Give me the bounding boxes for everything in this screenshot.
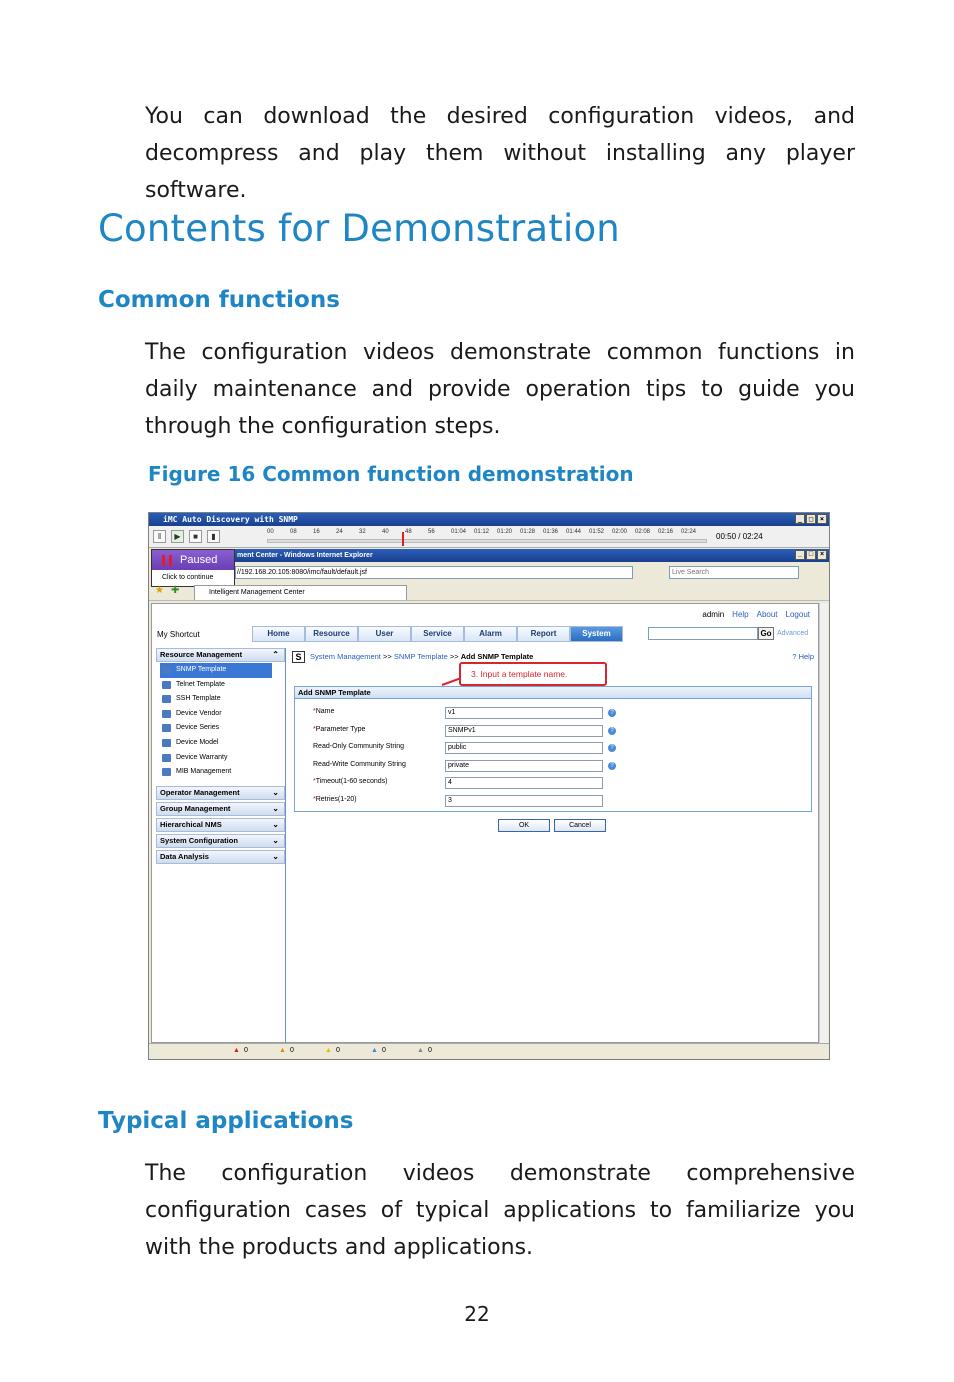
chevron-down-icon: ⌄ [272, 803, 279, 813]
field-label [313, 708, 334, 715]
field-name[interactable]: v1 [445, 707, 603, 719]
system-icon: S [292, 651, 305, 663]
nav-section-label: Resource Management [160, 650, 243, 659]
help-icon[interactable]: ? [608, 744, 616, 752]
step-icon[interactable]: ▮ [207, 530, 220, 543]
pause-icon [162, 555, 172, 566]
callout-annotation: 3. Input a template name. [459, 662, 607, 686]
timeline-tick: 00 [267, 529, 274, 535]
template-icon [162, 710, 171, 718]
timeline-tick: 48 [405, 529, 412, 535]
timeline-tick: 01:52 [589, 529, 605, 535]
nav-item-device-warranty[interactable] [160, 751, 285, 766]
stop-icon[interactable]: ■ [189, 530, 202, 543]
template-icon [162, 666, 171, 674]
field-read-write-community-string[interactable]: private [445, 760, 603, 772]
template-icon [162, 739, 171, 747]
time-readout: 00:50 / 02:24 [716, 532, 763, 541]
help-link[interactable] [792, 650, 814, 664]
page-number: 22 [464, 1302, 490, 1326]
section-title: Contents for Demonstration [98, 207, 620, 250]
timeline-tick: 01:44 [566, 529, 582, 535]
nav-item-ssh-template[interactable] [160, 692, 285, 707]
timeline-tick: 02:00 [612, 529, 628, 535]
timeline-tick: 02:16 [658, 529, 674, 535]
pause-icon[interactable]: ‖ [153, 530, 166, 543]
player-window-controls [795, 514, 827, 524]
help-label: Help [798, 652, 814, 661]
nav-group-label: Group Management [160, 803, 231, 813]
nav-item-label: MIB Management [176, 768, 232, 776]
logout-link[interactable]: Logout [785, 610, 810, 619]
help-icon: ? [792, 652, 797, 661]
breadcrumb-separator: >> [382, 652, 392, 661]
main-menu [252, 626, 623, 642]
favorites-bar [149, 583, 829, 601]
subsection-title-common-functions: Common functions [98, 287, 340, 313]
paused-hint: Click to continue [162, 574, 214, 581]
menu-home[interactable]: Home [252, 626, 305, 642]
menu-system[interactable]: System [570, 626, 623, 642]
field-label-text: Retries(1-20) [315, 795, 357, 803]
nav-item-label: Telnet Template [176, 680, 225, 688]
timeline-tick: 02:08 [635, 529, 651, 535]
chevron-down-icon: ⌄ [272, 835, 279, 845]
nav-group-label: Data Analysis [160, 851, 209, 861]
alarm-count-value: 0 [427, 1047, 432, 1054]
address-bar [235, 564, 829, 581]
about-link[interactable]: About [756, 610, 778, 619]
field-label [313, 761, 406, 768]
timeline-tick: 56 [428, 529, 435, 535]
player-title: iMC Auto Discovery with SNMP [163, 515, 298, 524]
field-label-text: Parameter Type [315, 725, 366, 733]
help-icon[interactable]: ? [608, 762, 616, 770]
alarm-count-value: 0 [335, 1047, 340, 1054]
alarm-count [233, 1047, 248, 1054]
menu-alarm[interactable]: Alarm [464, 626, 517, 642]
nav-groups [156, 786, 285, 864]
ie-titlebar [235, 549, 829, 562]
timeline-tick: 24 [336, 529, 343, 535]
nav-group-label: Operator Management [160, 787, 240, 797]
nav-item-snmp-template[interactable] [160, 663, 272, 678]
alarm-count [325, 1047, 340, 1054]
required-marker: * [313, 708, 316, 715]
minimize-icon[interactable]: _ [795, 550, 805, 560]
nav-item-label: Device Model [176, 738, 219, 746]
nav-item-list [156, 662, 285, 784]
ie-window-controls [795, 550, 827, 560]
my-shortcut[interactable]: My Shortcut [157, 630, 200, 639]
figure-caption: Figure 16 Common function demonstration [148, 462, 634, 486]
help-icon[interactable]: ? [608, 709, 616, 717]
alarm-icon: ▲ [417, 1047, 424, 1054]
template-icon [162, 681, 171, 689]
template-icon [162, 768, 171, 776]
alarm-count [371, 1047, 386, 1054]
required-marker: * [313, 725, 316, 733]
timeline-tick: 01:36 [543, 529, 559, 535]
subsection-title-typical-applications: Typical applications [98, 1108, 354, 1134]
nav-group-label: System Configuration [160, 835, 238, 845]
timeline-tick: 01:28 [520, 529, 536, 535]
field-label [313, 743, 404, 750]
alarm-count-value: 0 [289, 1047, 294, 1054]
breadcrumb-snmp-template[interactable]: SNMP Template [393, 652, 448, 661]
advanced-search-link[interactable]: Advanced [777, 630, 809, 637]
field-label-text: Read-Only Community String [313, 743, 405, 750]
menu-report[interactable]: Report [517, 626, 570, 642]
nav-item-telnet-template[interactable] [160, 678, 285, 693]
timeline-tick: 01:20 [497, 529, 513, 535]
template-icon [162, 695, 171, 703]
timeline-tick: 01:04 [451, 529, 467, 535]
template-icon [162, 754, 171, 762]
field-parameter-type[interactable]: SNMPv1 [445, 725, 603, 737]
timeline-tick: 32 [359, 529, 366, 535]
imc-page [151, 603, 819, 1043]
maximize-icon[interactable]: □ [806, 550, 816, 560]
nav-group-operator-management[interactable] [156, 786, 285, 800]
nav-item-label: SNMP Template [176, 666, 227, 673]
nav-group-group-management[interactable] [156, 802, 285, 816]
address-field[interactable]: //192.168.20.105:8080/imc/fault/default.jsf [235, 566, 633, 579]
close-icon[interactable]: × [817, 550, 827, 560]
common-functions-paragraph: The configuration videos demonstrate common functions in daily maintenance and provide operation tips to guide you through the configuration steps. [145, 340, 855, 439]
demo-screenshot [148, 512, 830, 1060]
required-marker: * [313, 795, 316, 803]
field-read-only-community-string[interactable]: public [445, 742, 603, 754]
typical-applications-paragraph: The configuration videos demonstrate comprehensive configuration cases of typical applications to familiarize you with the products and applications. [145, 1161, 855, 1260]
top-links [702, 610, 810, 619]
form-title: Add SNMP Template [295, 687, 811, 699]
timeline-track[interactable] [267, 539, 707, 543]
ok-button[interactable]: OK [498, 819, 550, 832]
play-icon[interactable]: ▶ [171, 530, 184, 543]
alarm-icon: ▲ [371, 1047, 378, 1054]
alarm-count-value: 0 [381, 1047, 386, 1054]
alarm-icon: ▲ [233, 1047, 240, 1054]
breadcrumb-separator: >> [449, 652, 459, 661]
alarm-count-value: 0 [243, 1047, 248, 1054]
nav-item-device-vendor[interactable] [160, 707, 285, 722]
nav-item-label: Device Warranty [176, 753, 228, 761]
ie-title: ment Center - Windows Internet Explorer [237, 552, 373, 559]
nav-item-label: Device Series [176, 724, 220, 732]
admin-label: admin [702, 610, 725, 619]
breadcrumb-system-management[interactable]: System Management [310, 652, 381, 661]
nav-item-mib-management[interactable] [160, 765, 285, 780]
live-search-field[interactable]: Live Search [669, 566, 799, 579]
field-label-text: Timeout(1-60 seconds) [315, 778, 388, 785]
help-icon[interactable]: ? [608, 727, 616, 735]
playhead-marker[interactable] [402, 532, 404, 546]
maximize-icon[interactable]: □ [806, 514, 816, 524]
add-snmp-template-form [294, 686, 812, 812]
nav-group-data-analysis[interactable] [156, 850, 285, 864]
timeline-tick: 02:24 [681, 529, 697, 535]
paused-header [152, 550, 234, 570]
nav-item-device-series[interactable] [160, 721, 285, 736]
menu-service[interactable]: Service [411, 626, 464, 642]
nav-group-label: Hierarchical NMS [160, 819, 222, 829]
breadcrumb-current: Add SNMP Template [460, 652, 534, 661]
chevron-down-icon: ⌄ [272, 819, 279, 829]
add-favorite-icon[interactable]: ✚ [171, 585, 180, 596]
nav-resource-management[interactable] [156, 648, 285, 662]
search-input[interactable] [648, 627, 758, 640]
alarm-count [417, 1047, 432, 1054]
field-label [313, 796, 357, 803]
minimize-icon[interactable]: _ [795, 514, 805, 524]
field-label-text: Read-Write Community String [313, 760, 406, 768]
paused-label: Paused [180, 554, 218, 566]
paused-overlay[interactable] [151, 549, 235, 587]
chevron-up-icon: ⌃ [272, 650, 279, 659]
menu-user[interactable]: User [358, 626, 411, 642]
field-label-text: Name [315, 708, 335, 715]
template-icon [162, 724, 171, 732]
field-label [313, 778, 387, 785]
intro-paragraph: You can download the desired configuration videos, and decompress and play them without installing any player software. [145, 104, 855, 203]
left-navigation [156, 648, 286, 1044]
chevron-down-icon: ⌄ [272, 787, 279, 797]
timeline-tick: 16 [313, 529, 320, 535]
timeline-tick: 40 [382, 529, 389, 535]
player-toolbar [149, 526, 829, 548]
go-button[interactable]: Go [758, 627, 774, 640]
timeline[interactable] [267, 529, 707, 545]
nav-item-label: Device Vendor [176, 709, 222, 717]
help-link[interactable]: Help [732, 610, 749, 619]
close-icon[interactable]: × [817, 514, 827, 524]
menu-resource[interactable]: Resource [305, 626, 358, 642]
alarm-icon: ▲ [325, 1047, 332, 1054]
status-bar [149, 1043, 829, 1059]
alarm-count [279, 1047, 294, 1054]
nav-group-hierarchical-nms[interactable] [156, 818, 285, 832]
star-icon[interactable]: ★ [155, 585, 164, 596]
field-timeout-seconds-[interactable]: 4 [445, 777, 603, 789]
nav-item-label: SSH Template [176, 695, 221, 703]
required-marker: * [313, 778, 316, 785]
nav-item-device-model[interactable] [160, 736, 285, 751]
field-label [313, 726, 365, 733]
timeline-tick: 08 [290, 529, 297, 535]
alarm-icon: ▲ [279, 1047, 286, 1054]
field-retries-[interactable]: 3 [445, 795, 603, 807]
browser-tab[interactable]: Intelligent Management Center [194, 585, 407, 600]
nav-group-system-configuration[interactable] [156, 834, 285, 848]
scrollbar[interactable] [819, 603, 828, 1043]
chevron-down-icon: ⌄ [272, 851, 279, 861]
timeline-tick: 01:12 [474, 529, 490, 535]
player-titlebar [149, 513, 829, 526]
cancel-button[interactable]: Cancel [554, 819, 606, 832]
